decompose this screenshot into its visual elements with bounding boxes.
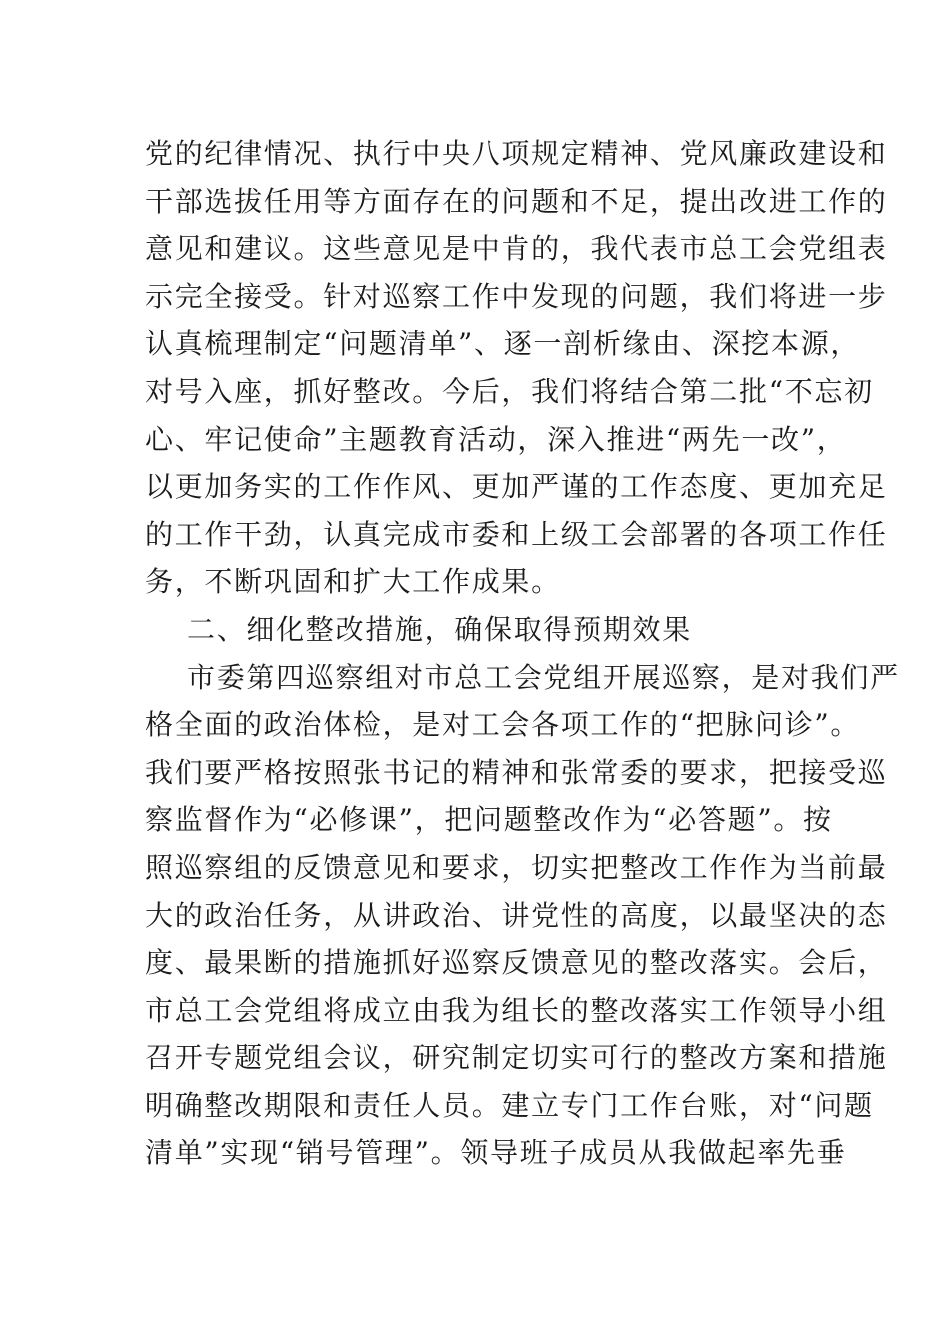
text-line: 认真梳理制定“问题清单”、逐一剖析缘由、深挖本源，	[145, 327, 861, 361]
paragraph-start-line: 市委第四巡察组对市总工会党组开展巡察，是对我们严	[187, 660, 900, 694]
text-line: 党的纪律情况、执行中央八项规定精神、党风廉政建设和	[145, 137, 888, 170]
text-line: 干部选拔任用等方面存在的问题和不足，提出改进工作的	[145, 184, 888, 218]
text-line: 心、牢记使命”主题教育活动，深入推进“两先一改”，	[145, 422, 847, 456]
text-line: 清单”实现“销号管理”。领导班子成员从我做起率先垂	[145, 1136, 847, 1170]
text-line: 召开专题党组会议，研究制定切实可行的整改方案和措施	[145, 1041, 888, 1075]
text-line: 察监督作为“必修课”，把问题整改作为“必答题”。按	[145, 803, 833, 837]
text-line: 对号入座，抓好整改。今后，我们将结合第二批“不忘初	[145, 374, 874, 408]
text-line: 明确整改期限和责任人员。建立专门工作台账，对“问题	[145, 1088, 874, 1122]
body-text	[145, 130, 900, 1177]
text-line: 的工作干劲，认真完成市委和上级工会部署的各项工作任	[145, 517, 888, 551]
text-line: 务，不断巩固和扩大工作成果。	[145, 565, 561, 599]
text-line: 照巡察组的反馈意见和要求，切实把整改工作作为当前最	[145, 850, 888, 884]
section-heading: 二、细化整改措施，确保取得预期效果	[187, 612, 692, 646]
text-line: 大的政治任务，从讲政治、讲党性的高度，以最坚决的态	[145, 898, 888, 932]
text-line: 意见和建议。这些意见是中肯的，我代表市总工会党组表	[145, 232, 888, 266]
text-line: 格全面的政治体检，是对工会各项工作的“把脉问诊”。	[145, 708, 861, 742]
text-line: 以更加务实的工作作风、更加严谨的工作态度、更加充足	[145, 470, 888, 504]
text-line: 示完全接受。针对巡察工作中发现的问题，我们将进一步	[145, 279, 888, 313]
text-line: 我们要严格按照张书记的精神和张常委的要求，把接受巡	[145, 755, 888, 789]
text-line: 市总工会党组将成立由我为组长的整改落实工作领导小组	[145, 993, 888, 1027]
text-line: 度、最果断的措施抓好巡察反馈意见的整改落实。会后，	[145, 946, 888, 980]
